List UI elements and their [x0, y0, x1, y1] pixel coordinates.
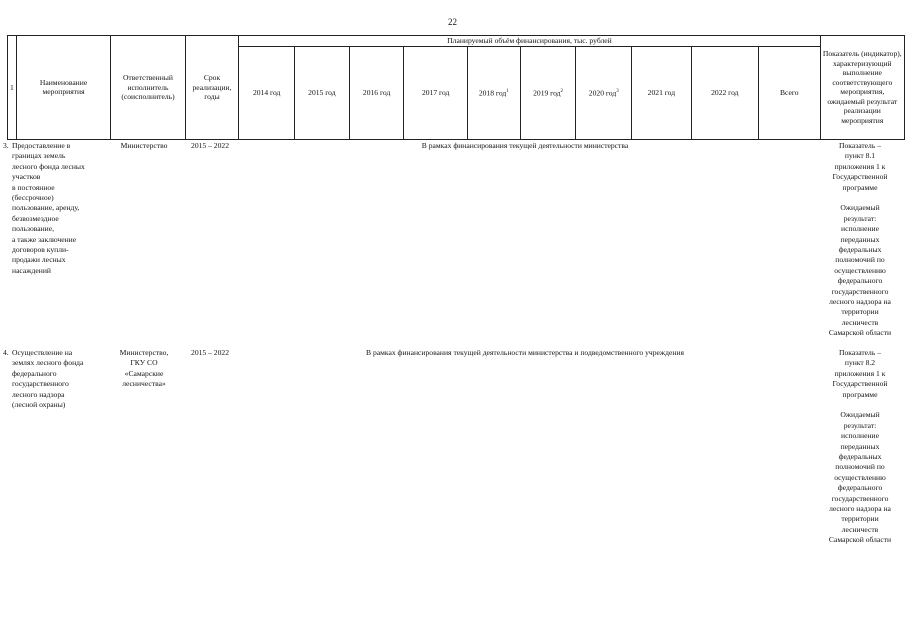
- indicator-line: Государственной: [832, 172, 888, 182]
- financing-note: В рамках финансирования текущей деятельности министерства: [421, 141, 629, 150]
- activity-name-line: (лесной охраны): [12, 400, 66, 410]
- indicator-line: исполнение: [841, 224, 879, 234]
- responsible-line: ГКУ СО: [130, 358, 158, 368]
- col-responsible-header: Ответственный исполнитель (соисполнитель): [111, 36, 185, 140]
- activity-name-line: в постоянное: [12, 182, 55, 192]
- indicator-line: осуществлению: [834, 472, 886, 482]
- indicator-line: результат:: [843, 213, 877, 223]
- indicator-line: государственного: [831, 286, 889, 296]
- indicator-line: Самарской области: [828, 328, 892, 338]
- year-label: Всего: [779, 87, 799, 97]
- indicator-line: программе: [842, 389, 878, 399]
- indicator-line: результат:: [843, 420, 877, 430]
- responsible-line: Министерство,: [119, 348, 169, 357]
- indicator: [815, 348, 905, 546]
- responsible-line: Министерство: [120, 141, 168, 150]
- indicator-line: приложения 1 к: [834, 161, 886, 171]
- indicator-line: Государственной: [832, 379, 888, 389]
- col-period-header: Срок реализации, годы: [185, 36, 239, 140]
- indicator-line: лесного надзора на: [829, 504, 891, 514]
- activity-name-line: безвозмездное: [12, 213, 59, 223]
- period: 2015 – 2022: [191, 141, 229, 150]
- indicator-line: полномочий по: [835, 255, 885, 265]
- activity-name-line: продажи лесных: [12, 255, 66, 265]
- responsible-line: «Самарские: [124, 368, 164, 378]
- activity-name: [12, 141, 104, 276]
- indicator-line: переданных: [840, 441, 880, 451]
- year-label: 2015 год: [308, 87, 336, 97]
- indicator-line: федеральных: [838, 245, 882, 255]
- col-indicator-header: Показатель (индикатор), характеризующий выполнение соответствующего мероприятия, ожидаемый результат реализации мероприятия: [820, 36, 904, 140]
- indicator-line: [815, 400, 905, 410]
- indicator-line: исполнение: [841, 431, 879, 441]
- activity-name-line: лесного надзора: [12, 389, 65, 399]
- activity-name-line: насаждений: [12, 265, 51, 275]
- year-label: 2019 год: [533, 88, 561, 98]
- indicator-line: [815, 193, 905, 203]
- year-label: 2020 год: [588, 88, 617, 98]
- indicator-line: Ожидаемый: [840, 203, 880, 213]
- indicator-line: Показатель –: [838, 141, 882, 150]
- indicator-line: федерального: [837, 483, 883, 493]
- indicator-line: пункт 8.1: [844, 151, 876, 161]
- activity-name-line: пользование, аренду,: [12, 203, 80, 213]
- activity-name: [12, 348, 104, 410]
- year-label: 2017 год: [421, 87, 450, 97]
- activity-name-line: Осуществление на: [12, 348, 73, 357]
- activity-name-line: (бессрочное): [12, 193, 54, 203]
- activity-name-line: Предоставление в: [12, 141, 71, 150]
- col-name-header: Наименование мероприятия: [16, 36, 110, 140]
- col-financing-header: Планируемый объём финансирования, тыс. рублей: [239, 36, 820, 47]
- responsible-line: лесничества»: [122, 379, 166, 389]
- indicator-line: переданных: [840, 234, 880, 244]
- indicator-line: лесного надзора на: [829, 297, 891, 307]
- year-label: 2021 год: [647, 87, 676, 97]
- indicator-line: территории: [841, 307, 879, 317]
- indicator-line: программе: [842, 182, 878, 192]
- indicator-line: Самарской области: [828, 535, 892, 545]
- footnote-mark: 3: [616, 89, 619, 95]
- row-number: 3.: [3, 141, 9, 150]
- year-label: 2022 год: [711, 87, 739, 97]
- footnote-mark: 2: [560, 89, 564, 95]
- page-number: 22: [448, 17, 457, 27]
- year-label: 2014 год: [252, 87, 281, 97]
- period: 2015 – 2022: [191, 348, 229, 357]
- activity-name-line: лесного фонда лесных: [12, 161, 85, 171]
- activity-name-line: пользование,: [12, 224, 55, 234]
- year-label: 2018 год: [478, 88, 507, 98]
- indicator-line: осуществлению: [834, 265, 886, 275]
- year-header: [691, 46, 758, 139]
- year-header: [349, 46, 404, 139]
- responsible: [106, 348, 182, 390]
- activity-name-line: договоров купли-: [12, 245, 69, 255]
- year-header: [520, 46, 576, 139]
- table-header: [7, 35, 905, 140]
- year-header: [467, 46, 520, 139]
- activity-name-line: а также заключение: [12, 234, 77, 244]
- footnote-mark: 1: [506, 89, 509, 95]
- indicator-line: лесничеств: [841, 524, 879, 534]
- year-header: [239, 46, 295, 139]
- indicator-line: пункт 8.2: [844, 358, 876, 368]
- indicator-line: Показатель –: [838, 348, 882, 357]
- indicator-line: полномочий по: [835, 462, 885, 472]
- activity-name-line: федерального: [12, 368, 57, 378]
- activity-name-line: границах земель: [12, 151, 66, 161]
- year-label: 2016 год: [362, 87, 391, 97]
- responsible: [106, 141, 182, 151]
- indicator-line: Ожидаемый: [840, 410, 880, 420]
- activity-name-line: участков: [12, 172, 41, 182]
- year-header: [758, 46, 820, 139]
- year-header: [576, 46, 632, 139]
- indicator-line: приложения 1 к: [834, 368, 886, 378]
- year-header: [632, 46, 692, 139]
- row-number: 4.: [3, 348, 9, 357]
- indicator-line: федерального: [837, 276, 883, 286]
- indicator-line: лесничеств: [841, 317, 879, 327]
- activity-name-line: землях лесного фонда: [12, 358, 84, 368]
- financing-note: В рамках финансирования текущей деятельности министерства и подведомственного учреждения: [365, 348, 684, 357]
- indicator-line: государственного: [831, 493, 889, 503]
- activity-name-line: государственного: [12, 379, 69, 389]
- indicator-line: федеральных: [838, 452, 882, 462]
- indicator: [815, 141, 905, 339]
- year-header: [295, 46, 350, 139]
- indicator-line: территории: [841, 514, 879, 524]
- year-header: [404, 46, 467, 139]
- col-num-header: 1: [8, 36, 17, 140]
